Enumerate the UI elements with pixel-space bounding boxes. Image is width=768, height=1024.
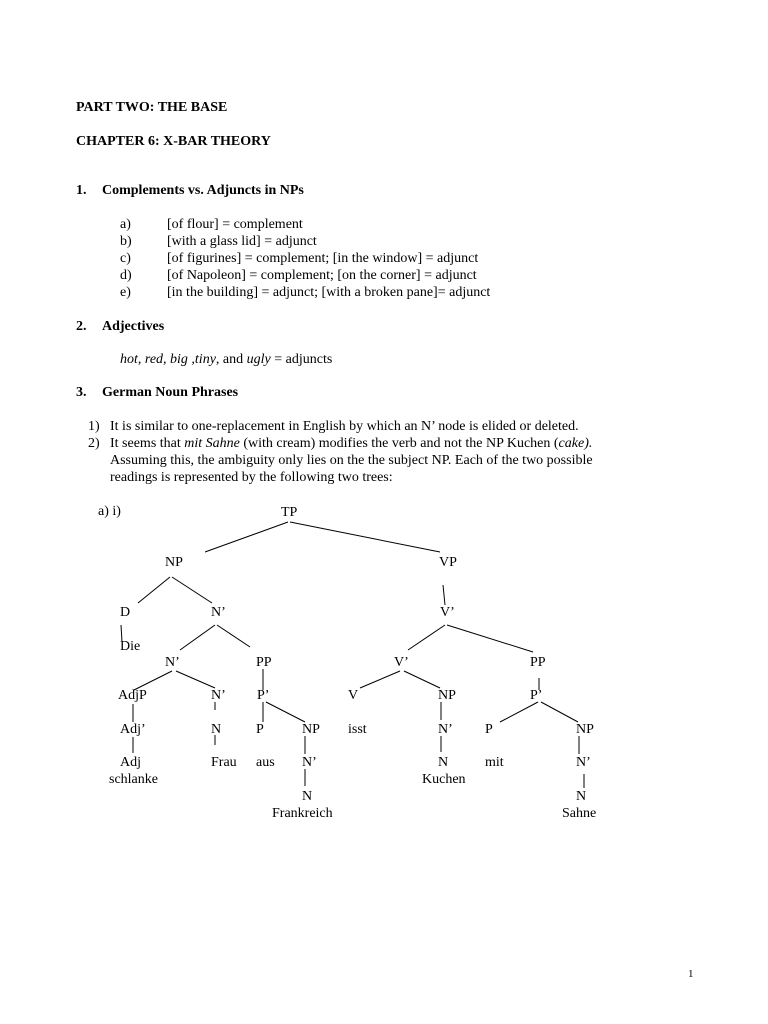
node-n-2: N <box>438 755 449 770</box>
p2-part-a: It seems that <box>110 436 185 451</box>
item-label-d: d) <box>120 268 132 283</box>
word-die: Die <box>120 639 141 654</box>
adjective-ugly: ugly <box>246 352 271 367</box>
item-text-e: [in the building] = adjunct; [with a broken pane]= adjunct <box>167 285 491 300</box>
branch-nbar-nbar <box>180 625 215 650</box>
node-p-bar-2: P’ <box>530 688 543 703</box>
adjectives-and: , and <box>215 352 247 367</box>
node-np-object: NP <box>438 688 456 703</box>
branch-vbar2-np <box>404 671 440 688</box>
node-n-bar-5: N’ <box>302 755 317 770</box>
node-n-3: N <box>302 789 313 804</box>
p2-part-c: (with cream) modifies the verb and not the NP Kuchen ( <box>239 436 559 451</box>
item-text-d: [of Napoleon] = complement; [on the corner] = adjunct <box>167 268 477 283</box>
node-np-3: NP <box>576 722 594 737</box>
branch-nbar2-nbar <box>176 671 215 688</box>
section-2-title: Adjectives <box>102 319 165 334</box>
page-number: 1 <box>688 968 694 980</box>
node-v-bar-1: V’ <box>440 605 455 620</box>
item-text-a: [of flour] = complement <box>167 217 303 232</box>
node-v: V <box>348 688 359 703</box>
paragraph-2-number: 2) <box>88 436 100 451</box>
node-n-bar-2: N’ <box>165 655 180 670</box>
node-vp: VP <box>439 555 457 570</box>
branch-nbar-pp <box>217 625 250 647</box>
item-label-e: e) <box>120 285 131 300</box>
paragraph-2-line-2: Assuming this, the ambiguity only lies on the the subject NP. Each of the two possible <box>110 453 593 468</box>
branch-tp-np <box>205 522 288 552</box>
branch-pbar2-p <box>500 702 538 722</box>
word-isst: isst <box>348 722 367 737</box>
paragraph-2-line-3: readings is represented by the following two trees: <box>110 470 393 485</box>
word-schlanke: schlanke <box>109 772 158 787</box>
node-d: D <box>120 605 131 620</box>
word-frankreich: Frankreich <box>272 806 333 821</box>
node-p-1: P <box>256 722 264 737</box>
node-n-1: N <box>211 722 222 737</box>
p2-cake: cake). <box>558 436 593 451</box>
node-n-bar-6: N’ <box>576 755 591 770</box>
branch-np-nbar <box>172 577 212 603</box>
node-n-4: N <box>576 789 587 804</box>
node-pp-2: PP <box>530 655 546 670</box>
item-label-a: a) <box>120 217 131 232</box>
tree-label: a) i) <box>98 504 121 519</box>
word-aus: aus <box>256 755 275 770</box>
branch-pbar-np <box>266 702 305 722</box>
word-kuchen: Kuchen <box>422 772 466 787</box>
p2-mit-sahne: mit Sahne <box>184 436 240 451</box>
adjectives-list: hot, red, big ,tiny <box>120 352 216 367</box>
node-n-bar-3: N’ <box>211 688 226 703</box>
node-pp-1: PP <box>256 655 272 670</box>
item-label-b: b) <box>120 234 132 249</box>
node-adjp: AdjP <box>118 688 147 703</box>
adjectives-result: = adjuncts <box>270 352 333 367</box>
branch-tp-vp <box>290 522 440 552</box>
paragraph-1-number: 1) <box>88 419 100 434</box>
node-n-bar-4: N’ <box>438 722 453 737</box>
node-p-bar-1: P’ <box>257 688 270 703</box>
item-label-c: c) <box>120 251 131 266</box>
branch-vbar-pp <box>447 625 533 652</box>
node-np: NP <box>165 555 183 570</box>
branch-vbar-vbar <box>408 625 445 650</box>
node-n-bar-1: N’ <box>211 605 226 620</box>
node-p-2: P <box>485 722 493 737</box>
section-3-number: 3. <box>76 385 87 400</box>
paragraph-1-text: It is similar to one-replacement in English by which an N’ node is elided or deleted. <box>110 419 579 434</box>
branch-np-d <box>138 577 170 603</box>
part-heading: PART TWO: THE BASE <box>76 100 228 115</box>
word-sahne: Sahne <box>562 806 597 821</box>
node-v-bar-2: V’ <box>394 655 409 670</box>
chapter-heading: CHAPTER 6: X-BAR THEORY <box>76 134 271 149</box>
word-frau: Frau <box>211 755 237 770</box>
section-1-number: 1. <box>76 183 87 198</box>
word-mit: mit <box>485 755 504 770</box>
node-adj: Adj <box>120 755 141 770</box>
branch-vbar2-v <box>360 671 400 688</box>
branch-pbar2-np <box>541 702 578 722</box>
section-3-title: German Noun Phrases <box>102 385 239 400</box>
item-text-b: [with a glass lid] = adjunct <box>167 234 317 249</box>
node-np-2: NP <box>302 722 320 737</box>
section-2-number: 2. <box>76 319 87 334</box>
branch-vp-vbar <box>443 585 445 605</box>
node-tp: TP <box>281 505 298 520</box>
node-adj-bar: Adj’ <box>120 722 146 737</box>
item-text-c: [of figurines] = complement; [in the window] = adjunct <box>167 251 479 266</box>
tree-branches <box>121 522 584 788</box>
section-1-title: Complements vs. Adjuncts in NPs <box>102 183 304 198</box>
